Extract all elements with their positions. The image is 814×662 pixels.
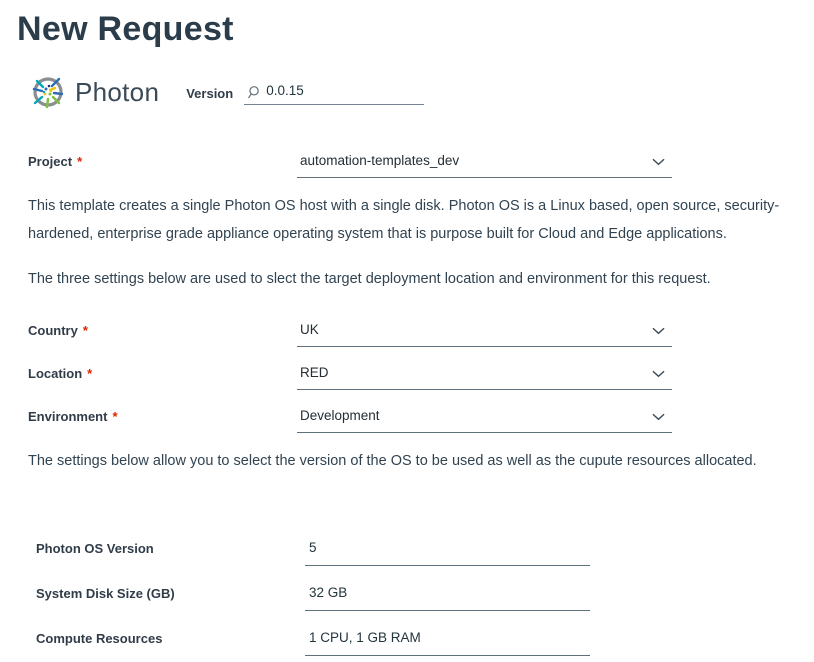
chevron-down-icon: [652, 370, 665, 378]
system-disk-size-field[interactable]: [305, 581, 590, 611]
description-paragraph-3: The settings below allow you to select the version of the OS to be used as well as the cupute resources allocated.: [28, 453, 757, 469]
country-label: Country *: [28, 323, 88, 338]
version-label: Version: [186, 85, 234, 101]
location-select[interactable]: [297, 361, 672, 390]
location-label: Location *: [28, 366, 93, 381]
description-paragraph-1: This template creates a single Photon OS host with a single disk. Photon OS is a Linux based, open source, security-hardened, enterprise grade appliance operating system that is purpose built for Cloud and Edge applications.: [28, 198, 780, 242]
compute-resources-row: [36, 626, 814, 656]
compute-resources-field[interactable]: [305, 626, 590, 656]
environment-select[interactable]: [297, 404, 672, 433]
search-icon: [246, 85, 261, 100]
version-field-group: [186, 81, 424, 105]
system-disk-size-label: System Disk Size (GB): [36, 586, 175, 601]
location-selected-value: RED: [300, 365, 329, 380]
photon-os-version-field[interactable]: [305, 536, 590, 566]
location-row: [28, 361, 814, 390]
country-row: [28, 318, 814, 347]
photon-os-version-input[interactable]: [309, 540, 590, 555]
chevron-down-icon: [652, 413, 665, 421]
required-asterisk: *: [82, 323, 88, 338]
system-disk-size-input[interactable]: [309, 585, 590, 600]
country-select[interactable]: [297, 318, 672, 347]
project-selected-value: automation-templates_dev: [300, 153, 460, 168]
required-asterisk: *: [87, 366, 93, 381]
project-select[interactable]: [297, 149, 672, 178]
environment-row: [28, 404, 814, 433]
photon-os-version-label: Photon OS Version: [36, 541, 154, 556]
system-disk-size-row: [36, 581, 814, 611]
required-asterisk: *: [77, 154, 83, 169]
photon-os-version-row: [36, 536, 814, 566]
chevron-down-icon: [652, 158, 665, 166]
required-asterisk: *: [112, 409, 118, 424]
country-selected-value: UK: [300, 322, 319, 337]
project-label: Project *: [28, 154, 83, 169]
environment-selected-value: Development: [300, 408, 380, 423]
version-input[interactable]: [266, 83, 424, 98]
request-form: [0, 149, 814, 656]
environment-label: Environment *: [28, 409, 118, 424]
catalog-item-header: [28, 72, 814, 112]
project-row: [28, 149, 814, 178]
compute-resources-label: Compute Resources: [36, 631, 163, 646]
photon-logo-icon: [28, 72, 68, 112]
description-paragraph-2: The three settings below are used to slect the target deployment location and environment for this request.: [28, 271, 711, 287]
chevron-down-icon: [652, 327, 665, 335]
version-combobox[interactable]: [244, 81, 424, 105]
catalog-item-name: Photon: [75, 76, 160, 107]
page-title: New Request: [17, 10, 234, 48]
os-settings-section: [0, 536, 814, 656]
compute-resources-input[interactable]: [309, 630, 590, 645]
